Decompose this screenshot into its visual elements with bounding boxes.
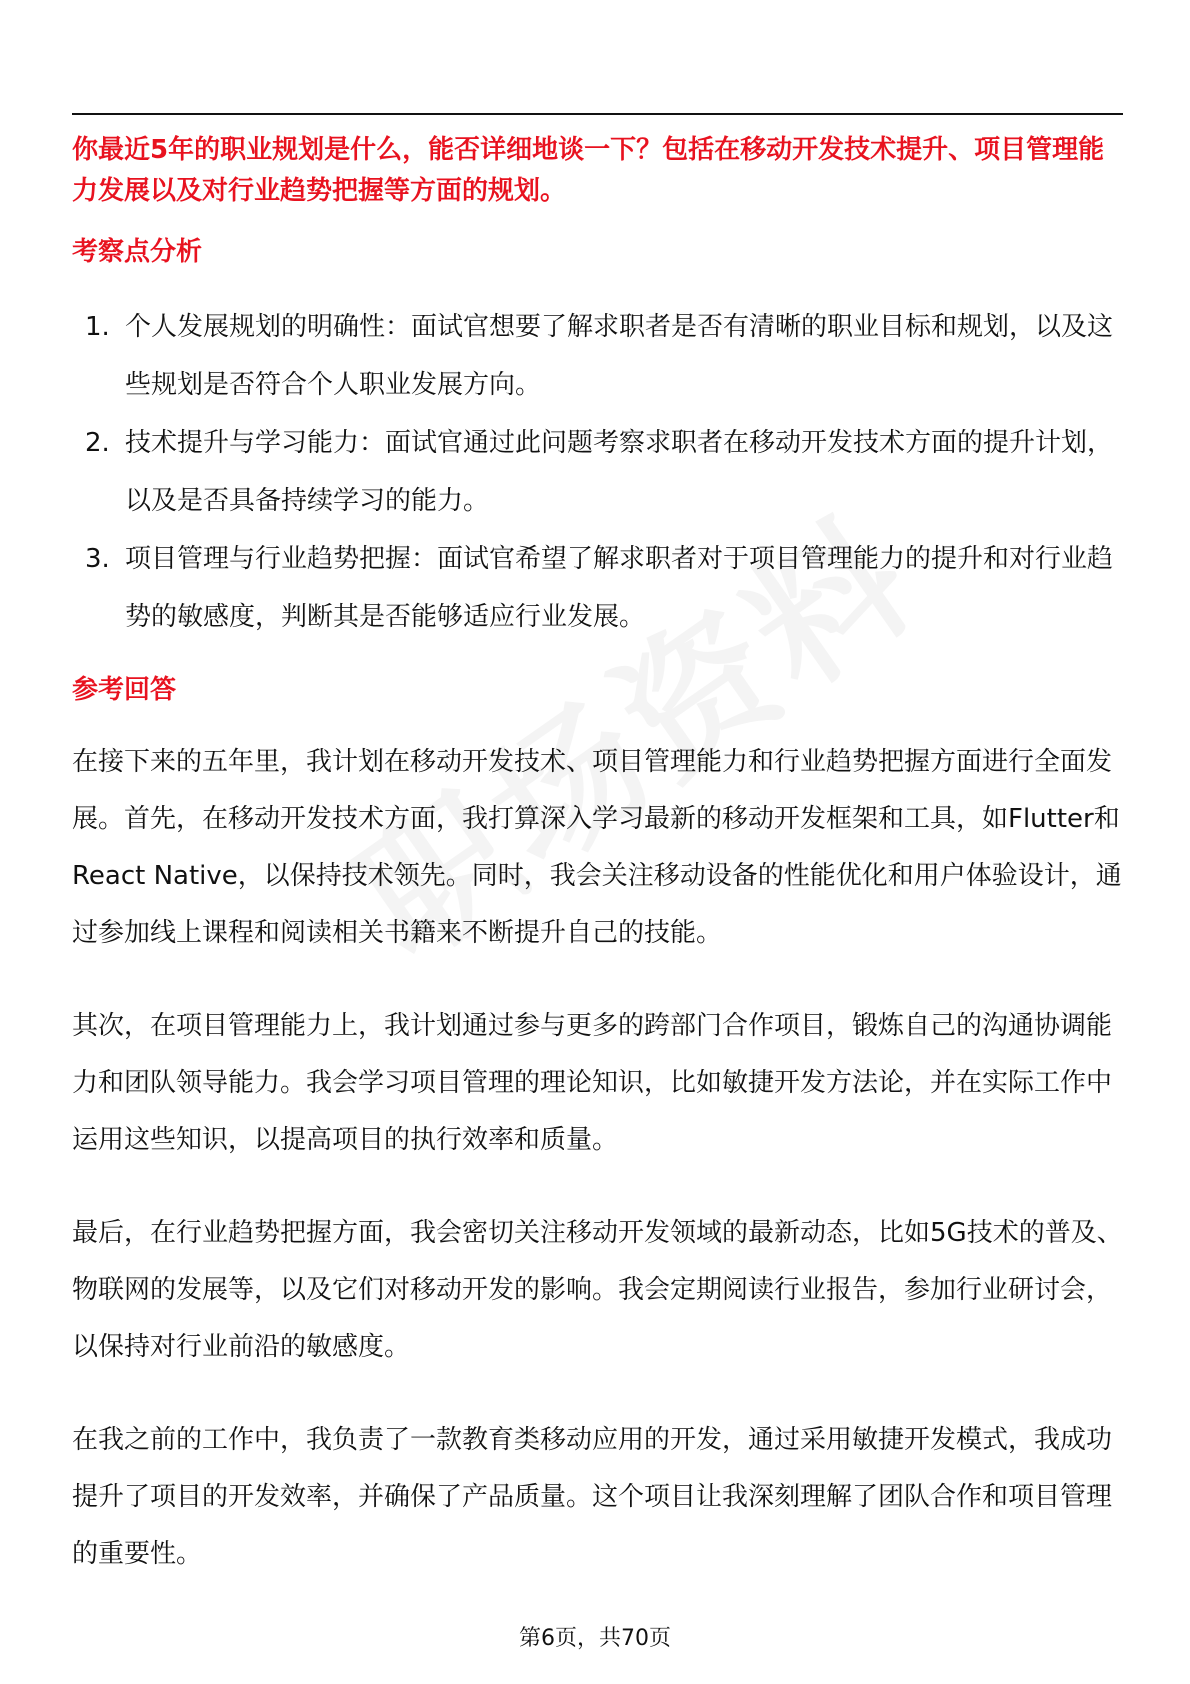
analysis-heading: 考察点分析 <box>72 237 203 267</box>
list-item-text: 技术提升与学习能力：面试官通过此问题考察求职者在移动开发技术方面的提升计划，以及是否具备持续学习的能力。 <box>125 428 1114 516</box>
answer-paragraph: 在我之前的工作中，我负责了一款教育类移动应用的开发，通过采用敏捷开发模式，我成功提升了项目的开发效率，并确保了产品质量。这个项目让我深刻理解了团队合作和项目管理的重要性。 <box>72 1425 1113 1569</box>
page-content <box>72 130 1123 1583</box>
analysis-list <box>72 298 1123 646</box>
list-item-text: 项目管理与行业趋势把握：面试官希望了解求职者对于项目管理能力的提升和对行业趋势的敏感度，判断其是否能够适应行业发展。 <box>125 544 1114 632</box>
list-item <box>72 298 1123 414</box>
page-number: 第6页，共70页 <box>519 1626 671 1651</box>
list-item-number: 2. <box>85 428 110 458</box>
answer-paragraph: 最后，在行业趋势把握方面，我会密切关注移动开发领域的最新动态，比如5G技术的普及、物联网的发展等，以及它们对移动开发的影响。我会定期阅读行业报告，参加行业研讨会，以保持对行业前沿的敏感度。 <box>72 1218 1123 1362</box>
header-rule <box>72 113 1123 115</box>
list-item-number: 3. <box>85 544 110 574</box>
list-item <box>72 530 1123 646</box>
list-item-number: 1. <box>85 312 110 342</box>
answer-paragraph: 其次，在项目管理能力上，我计划通过参与更多的跨部门合作项目，锻炼自己的沟通协调能力和团队领导能力。我会学习项目管理的理论知识，比如敏捷开发方法论，并在实际工作中运用这些知识，以提高项目的执行效率和质量。 <box>72 1011 1113 1155</box>
answer-paragraph: 在接下来的五年里，我计划在移动开发技术、项目管理能力和行业趋势把握方面进行全面发展。首先，在移动开发技术方面，我打算深入学习最新的移动开发框架和工具，如Flutter和React Native，以保持技术领先。同时，我会关注移动设备的性能优化和用户体验设计，通过参加线上课程和阅读相关书籍来不断提升自己的技能。 <box>72 747 1122 948</box>
list-item-text: 个人发展规划的明确性：面试官想要了解求职者是否有清晰的职业目标和规划，以及这些规划是否符合个人职业发展方向。 <box>125 312 1114 400</box>
list-item <box>72 414 1123 530</box>
interview-question: 你最近5年的职业规划是什么，能否详细地谈一下？包括在移动开发技术提升、项目管理能力发展以及对行业趋势把握等方面的规划。 <box>72 135 1105 206</box>
answer-heading: 参考回答 <box>72 675 177 705</box>
